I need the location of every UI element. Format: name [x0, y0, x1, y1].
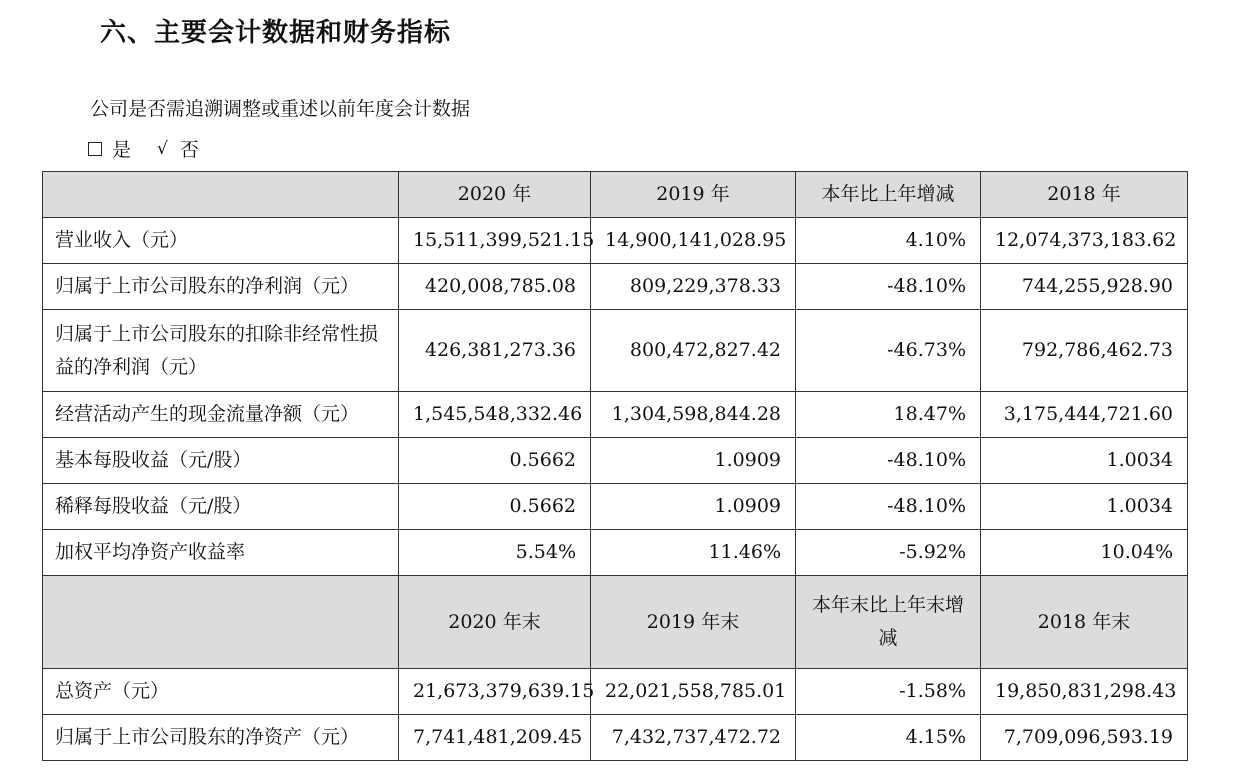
checkbox-icon: [88, 142, 102, 156]
header-cell-2018: 2018 年: [981, 172, 1188, 218]
row-label: 经营活动产生的现金流量净额（元）: [43, 392, 399, 438]
table-row: [43, 438, 1188, 484]
value-2019: 11.46%: [591, 530, 796, 576]
value-2020: 1,545,548,332.46: [399, 392, 591, 438]
header-cell-2019-end: 2019 年末: [591, 576, 796, 669]
header-cell-2020: 2020 年: [399, 172, 591, 218]
header-cell-change-end: 本年末比上年末增减: [796, 576, 981, 669]
value-2020: 21,673,379,639.15: [399, 669, 591, 715]
row-label: 加权平均净资产收益率: [43, 530, 399, 576]
header-cell-2020-end: 2020 年末: [399, 576, 591, 669]
table-row: [43, 484, 1188, 530]
value-2018: 3,175,444,721.60: [981, 392, 1188, 438]
value-2020: 426,381,273.36: [399, 310, 591, 392]
table-row: [43, 218, 1188, 264]
value-2020: 5.54%: [399, 530, 591, 576]
table-row: [43, 715, 1188, 761]
value-2019: 1.0909: [591, 484, 796, 530]
row-label: 稀释每股收益（元/股）: [43, 484, 399, 530]
value-2020: 0.5662: [399, 484, 591, 530]
value-change: 18.47%: [796, 392, 981, 438]
row-label: 营业收入（元）: [43, 218, 399, 264]
value-2020: 420,008,785.08: [399, 264, 591, 310]
value-2019: 800,472,827.42: [591, 310, 796, 392]
table-header-row: [43, 576, 1188, 669]
table-row: [43, 669, 1188, 715]
header-cell-empty: [43, 576, 399, 669]
checkmark-icon: √: [157, 138, 168, 159]
value-2018: 7,709,096,593.19: [981, 715, 1188, 761]
table-row: [43, 264, 1188, 310]
value-2018: 10.04%: [981, 530, 1188, 576]
value-2018: 12,074,373,183.62: [981, 218, 1188, 264]
financial-indicators-table: [42, 171, 1188, 761]
header-cell-2019: 2019 年: [591, 172, 796, 218]
value-change: 4.10%: [796, 218, 981, 264]
row-label: 归属于上市公司股东的净利润（元）: [43, 264, 399, 310]
value-2018: 19,850,831,298.43: [981, 669, 1188, 715]
restatement-options: [88, 135, 199, 162]
table-row: [43, 392, 1188, 438]
value-change: -48.10%: [796, 484, 981, 530]
row-label: 总资产（元）: [43, 669, 399, 715]
value-2018: 792,786,462.73: [981, 310, 1188, 392]
value-2018: 1.0034: [981, 438, 1188, 484]
value-2020: 0.5662: [399, 438, 591, 484]
value-2019: 14,900,141,028.95: [591, 218, 796, 264]
value-2018: 744,255,928.90: [981, 264, 1188, 310]
value-change: -48.10%: [796, 438, 981, 484]
value-2019: 1.0909: [591, 438, 796, 484]
row-label: 基本每股收益（元/股）: [43, 438, 399, 484]
value-2019: 1,304,598,844.28: [591, 392, 796, 438]
restatement-question: 公司是否需追溯调整或重述以前年度会计数据: [90, 98, 471, 120]
value-2019: 7,432,737,472.72: [591, 715, 796, 761]
header-cell-empty: [43, 172, 399, 218]
header-cell-2018-end: 2018 年末: [981, 576, 1188, 669]
value-change: -48.10%: [796, 264, 981, 310]
value-2020: 7,741,481,209.45: [399, 715, 591, 761]
table-header-row: [43, 172, 1188, 218]
value-change: -46.73%: [796, 310, 981, 392]
row-label: 归属于上市公司股东的净资产（元）: [43, 715, 399, 761]
option-yes-label: 是: [112, 139, 132, 161]
option-yes: [88, 135, 131, 162]
table-row: [43, 530, 1188, 576]
header-cell-change: 本年比上年增减: [796, 172, 981, 218]
value-2019: 809,229,378.33: [591, 264, 796, 310]
value-change: 4.15%: [796, 715, 981, 761]
row-label: 归属于上市公司股东的扣除非经常性损益的净利润（元）: [43, 310, 399, 392]
value-2019: 22,021,558,785.01: [591, 669, 796, 715]
value-2020: 15,511,399,521.15: [399, 218, 591, 264]
value-change: -1.58%: [796, 669, 981, 715]
value-change: -5.92%: [796, 530, 981, 576]
table-row: [43, 310, 1188, 392]
option-no-label: 否: [179, 139, 199, 161]
value-2018: 1.0034: [981, 484, 1188, 530]
section-title: 六、主要会计数据和财务指标: [100, 18, 452, 48]
